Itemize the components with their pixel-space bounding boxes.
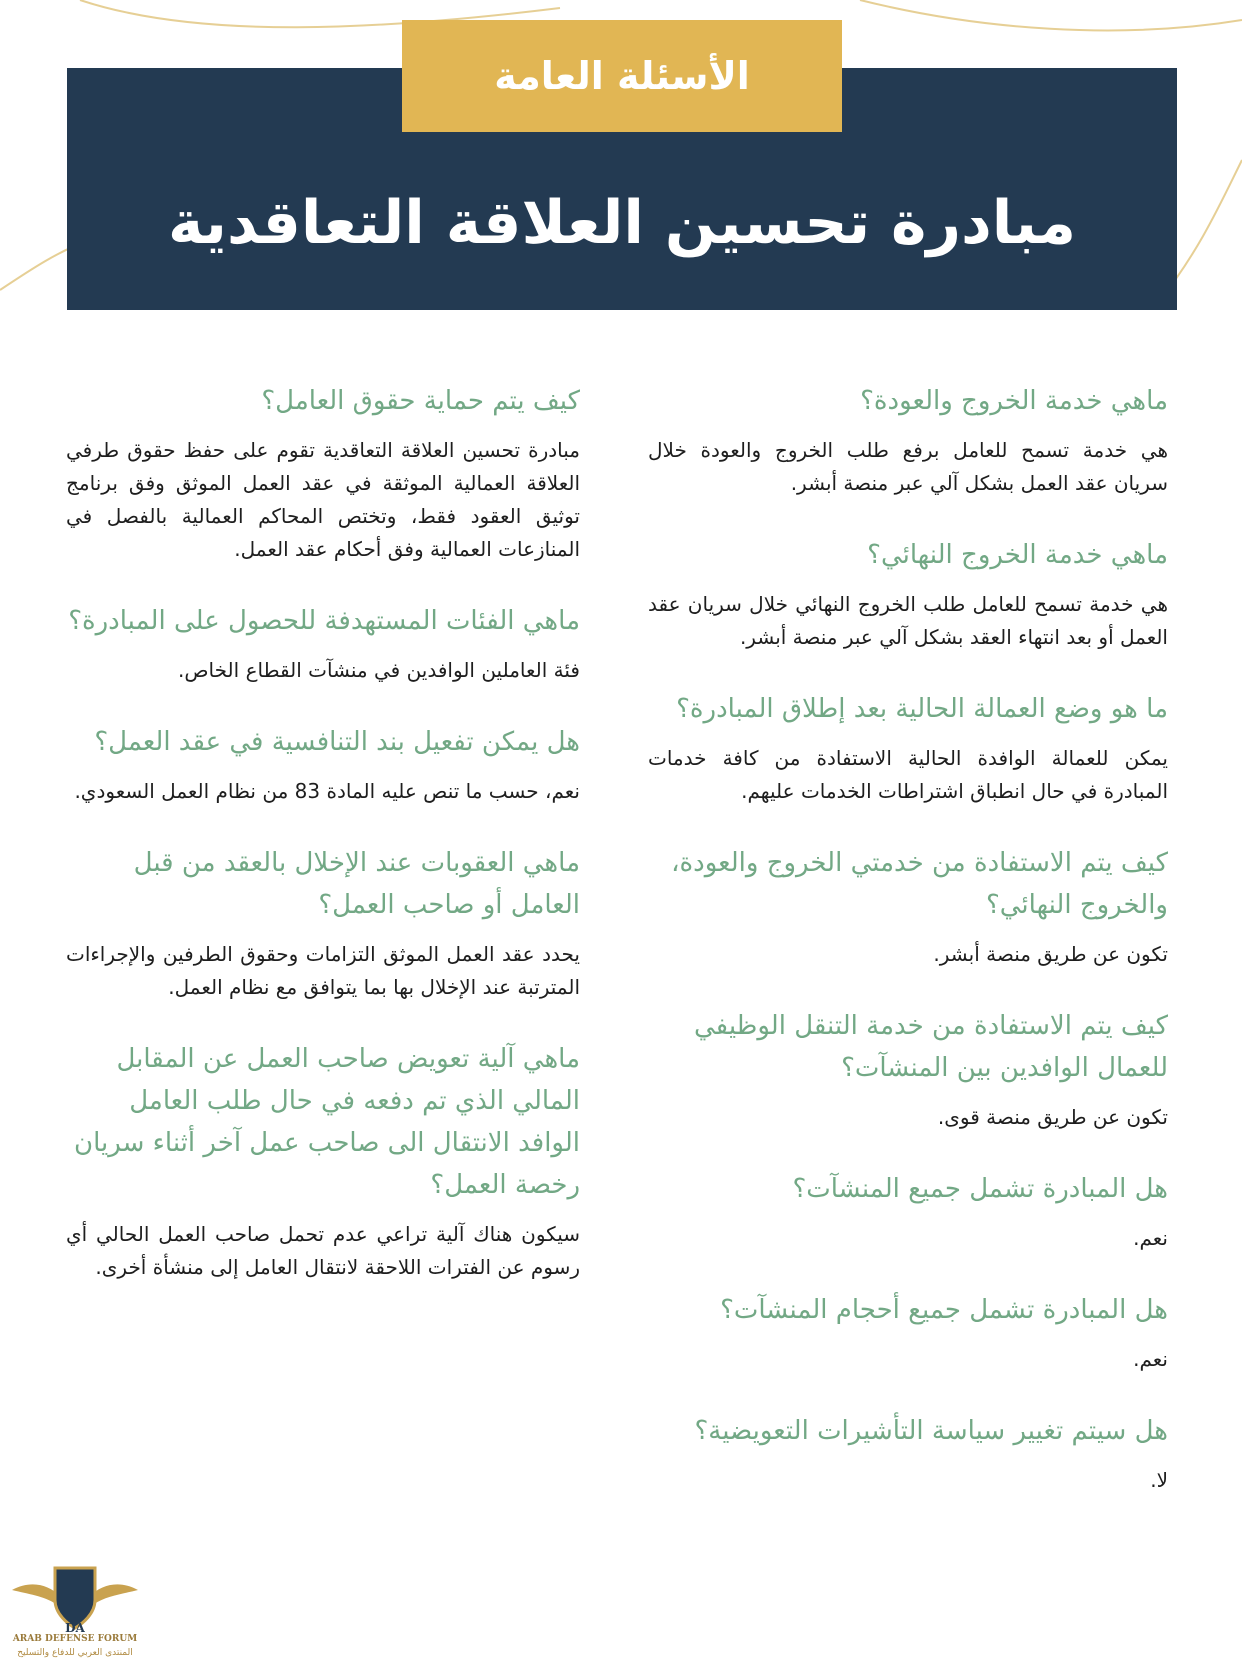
faq-item: [66, 842, 580, 1004]
faq-question: هل سيتم تغيير سياسة التأشيرات التعويضية؟: [694, 1416, 1168, 1446]
faq-question: كيف يتم الاستفادة من خدمتي الخروج والعودة، والخروج النهائي؟: [671, 848, 1168, 920]
faq-answer: مبادرة تحسين العلاقة التعاقدية تقوم على حفظ حقوق طرفي العلاقة العمالية الموثقة في عقد العمل الموثق وفق برنامج توثيق العقود فقط، وتختص المحاكم العمالية بالفصل في المنازعات العمالية وفق أحكام عقد العمل.: [66, 438, 580, 561]
faq-answer: سيكون هناك آلية تراعي عدم تحمل صاحب العمل الحالي أي رسوم عن الفترات اللاحقة لانتقال العامل إلى منشأة أخرى.: [66, 1222, 580, 1279]
faq-answer: يمكن للعمالة الوافدة الحالية الاستفادة من كافة خدمات المبادرة في حال انطباق اشتراطات الخدمات عليهم.: [648, 746, 1168, 803]
faq-item: [66, 1038, 580, 1284]
faq-item: [66, 721, 580, 808]
faq-answer: فئة العاملين الوافدين في منشآت القطاع الخاص.: [178, 658, 580, 682]
faq-item: [648, 1289, 1168, 1376]
faq-question: كيف يتم الاستفادة من خدمة التنقل الوظيفي للعمال الوافدين بين المنشآت؟: [694, 1011, 1168, 1083]
faq-answer: تكون عن طريق منصة أبشر.: [933, 942, 1168, 966]
faq-answer: تكون عن طريق منصة قوى.: [937, 1105, 1168, 1129]
faq-answer: نعم، حسب ما تنص عليه المادة 83 من نظام العمل السعودي.: [74, 779, 580, 803]
logo-initials: DA: [65, 1621, 85, 1634]
faq-item: [648, 380, 1168, 500]
faq-answer: نعم.: [1133, 1347, 1168, 1371]
faq-question: ماهي الفئات المستهدفة للحصول على المبادرة؟: [68, 606, 580, 636]
faq-item: [66, 380, 580, 566]
faq-item: [648, 1168, 1168, 1255]
faq-question: ماهي خدمة الخروج والعودة؟: [860, 386, 1168, 416]
section-tag: الأسئلة العامة: [402, 20, 842, 132]
faq-answer: لا.: [1150, 1468, 1168, 1492]
faq-question: هل المبادرة تشمل جميع أحجام المنشآت؟: [720, 1295, 1168, 1325]
logo-name-ar: المنتدى العربي للدفاع والتسليح: [17, 1648, 133, 1658]
faq-item: [648, 1005, 1168, 1134]
logo-name-en: ARAB DEFENSE FORUM: [12, 1634, 138, 1644]
faq-item: [648, 688, 1168, 808]
faq-answer: هي خدمة تسمح للعامل برفع طلب الخروج والعودة خلال سريان عقد العمل بشكل آلي عبر منصة أبشر.: [648, 438, 1168, 495]
page-title: مبادرة تحسين العلاقة التعاقدية: [168, 188, 1076, 258]
eagle-shield-icon: [10, 1560, 140, 1634]
faq-answer: نعم.: [1133, 1226, 1168, 1250]
faq-question: ماهي خدمة الخروج النهائي؟: [867, 540, 1168, 570]
faq-question: هل يمكن تفعيل بند التنافسية في عقد العمل؟: [94, 727, 580, 757]
right-column: [648, 380, 1168, 1531]
watermark-logo: [10, 1560, 140, 1666]
faq-question: ما هو وضع العمالة الحالية بعد إطلاق المبادرة؟: [676, 694, 1168, 724]
faq-answer: هي خدمة تسمح للعامل طلب الخروج النهائي خلال سريان عقد العمل أو بعد انتهاء العقد بشكل آلي عبر منصة أبشر.: [648, 592, 1168, 649]
faq-answer: يحدد عقد العمل الموثق التزامات وحقوق الطرفين والإجراءات المترتبة عند الإخلال بها بما يتوافق مع نظام العمل.: [66, 942, 580, 999]
faq-question: هل المبادرة تشمل جميع المنشآت؟: [792, 1174, 1168, 1204]
faq-question: ماهي العقوبات عند الإخلال بالعقد من قبل العامل أو صاحب العمل؟: [133, 848, 580, 920]
faq-item: [648, 842, 1168, 971]
faq-item: [66, 600, 580, 687]
left-column: [66, 380, 580, 1318]
faq-item: [648, 1410, 1168, 1497]
faq-item: [648, 534, 1168, 654]
faq-question: ماهي آلية تعويض صاحب العمل عن المقابل المالي الذي تم دفعه في حال طلب العامل الوافد الانتقال الى صاحب عمل آخر أثناء سريان رخصة العمل؟: [74, 1044, 580, 1200]
faq-question: كيف يتم حماية حقوق العامل؟: [261, 386, 580, 416]
